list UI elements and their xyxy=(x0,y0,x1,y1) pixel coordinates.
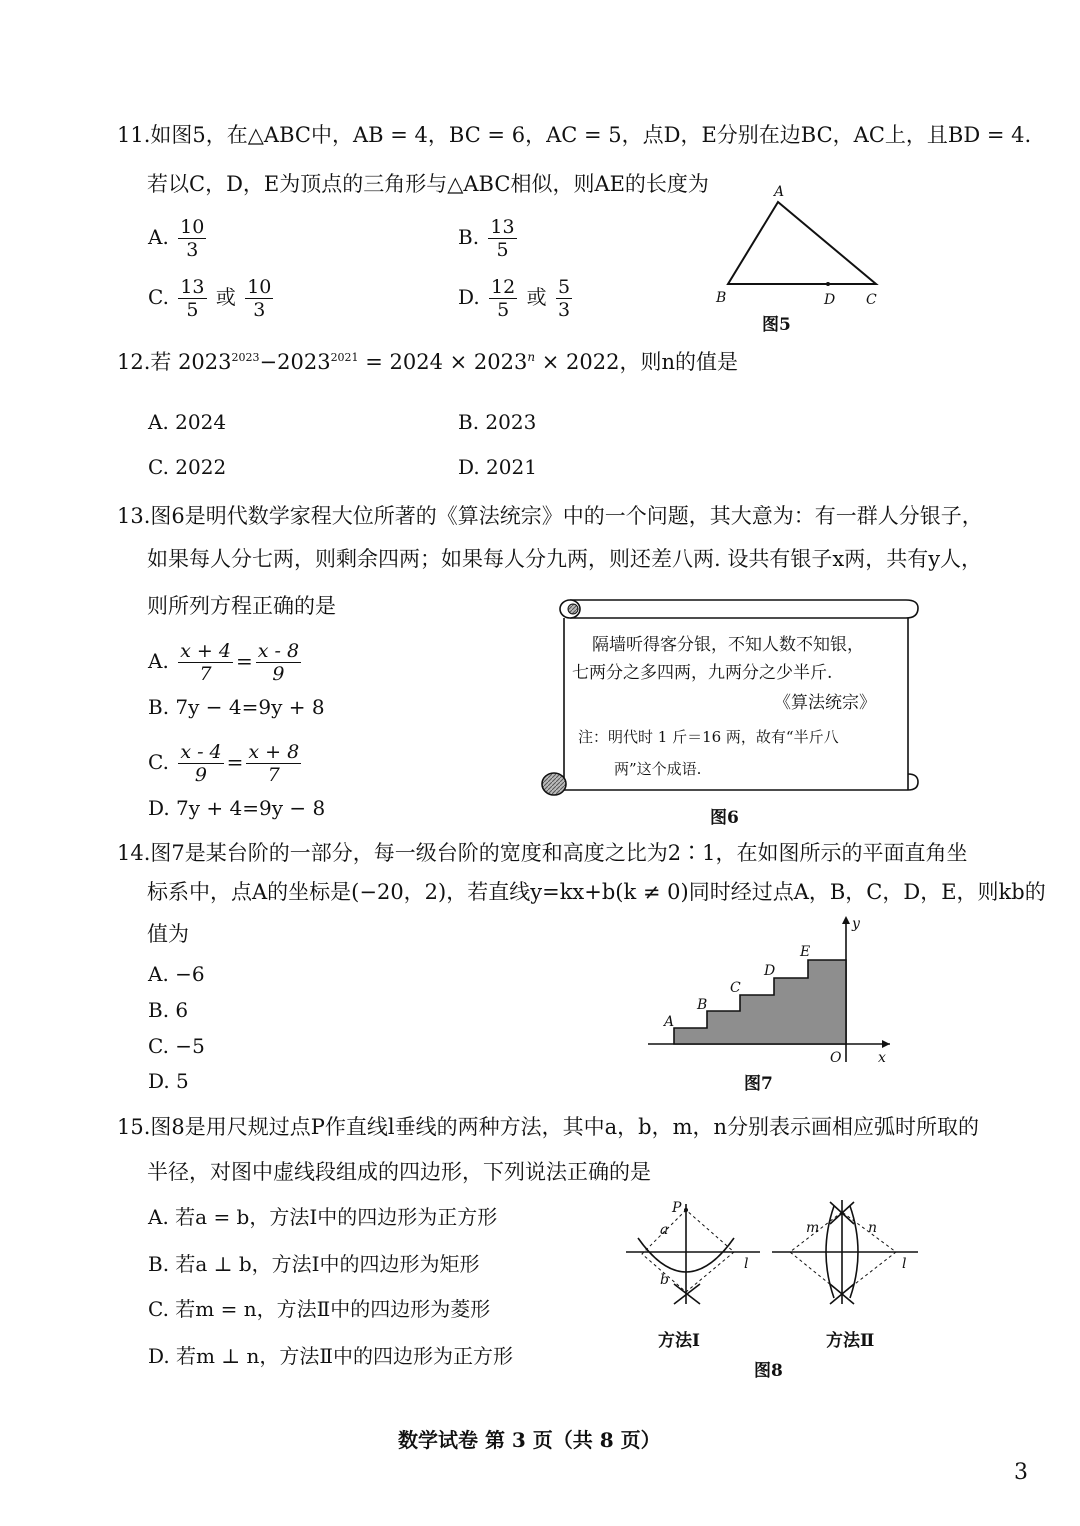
label-b: B xyxy=(697,997,708,1013)
scroll-source: 《算法统宗》 xyxy=(774,693,876,713)
scroll-note-line2: 两”这个成语. xyxy=(614,760,702,778)
label-c: C xyxy=(866,292,877,308)
q14-option-c: C. −5 xyxy=(148,1034,205,1058)
q14-line2: 标系中，点A的坐标是(−20，2)，若直线y=kx+b(k ≠ 0)同时经过点A，B，C，D，E，则kb的 xyxy=(147,880,1046,904)
page-footer: 数学试卷 第 3 页（共 8 页） xyxy=(398,1428,661,1452)
q13-option-a: A. $\frac{x + 4}{7}$ = $\frac{x - 8}{9}$ xyxy=(148,640,300,685)
q11-line1: 11.如图5，在△ABC中，AB = 4，BC = 6，AC = 5，点D，E分别在边BC，AC上，且BD = 4. xyxy=(117,123,1032,147)
label-y: y xyxy=(852,916,860,932)
figure-5-caption: 图5 xyxy=(762,315,791,335)
scroll-note-line1: 注：明代时 1 斤＝16 两，故有“半斤八 xyxy=(578,728,839,746)
q15-option-c: C. 若m = n，方法Ⅱ中的四边形为菱形 xyxy=(148,1297,491,1321)
q12-stem: 12.若 $2023^{2023}-2023^{2021} = 2024 \times 2023^n \times 2022$，则n的值是 xyxy=(117,350,738,374)
figure-8-method-1 xyxy=(624,1196,764,1316)
figure-8-method-1-caption: 方法Ⅰ xyxy=(658,1331,700,1351)
label-x: x xyxy=(878,1050,886,1066)
q13-line2: 如果每人分七两，则剩余四两；如果每人分九两，则还差八两. 设共有银子x两，共有y人， xyxy=(147,547,983,571)
figure-8-caption: 图8 xyxy=(754,1361,783,1381)
label-a: A xyxy=(664,1014,675,1030)
q14-line3: 值为 xyxy=(147,922,189,946)
q14-line1: 14.图7是某台阶的一部分，每一级台阶的宽度和高度之比为2∶1，在如图所示的平面直角坐 xyxy=(117,841,968,865)
q15-line2: 半径，对图中虚线段组成的四边形，下列说法正确的是 xyxy=(147,1160,651,1184)
label-a: a xyxy=(660,1222,669,1238)
q13-option-c: C. $\frac{x - 4}{9}$ = $\frac{x + 8}{7}$ xyxy=(148,741,300,786)
label-m: m xyxy=(806,1220,820,1236)
label-l-2: l xyxy=(902,1256,907,1272)
figure-6-caption: 图6 xyxy=(710,808,739,828)
figure-5-triangle xyxy=(700,180,900,340)
triangle-abc xyxy=(728,202,876,284)
figure-7-caption: 图7 xyxy=(744,1074,773,1094)
q11-option-d: D. $\frac{12}{5}$ 或 $\frac{5}{3}$ xyxy=(458,276,571,321)
q15-line1: 15.图8是用尺规过点P作直线l垂线的两种方法，其中a，b，m，n分别表示画相应弧时所取的 xyxy=(117,1115,980,1139)
scroll-poem-line1: 隔墙听得客分银，不知人数不知银， xyxy=(592,635,864,655)
page-number: 3 xyxy=(1014,1460,1028,1485)
figure-8-method-2 xyxy=(768,1196,924,1316)
label-d: D xyxy=(824,292,836,308)
label-n: n xyxy=(868,1220,878,1236)
label-c: C xyxy=(730,980,741,996)
label-l-1: l xyxy=(744,1256,749,1272)
q11-option-c: C. $\frac{13}{5}$ 或 $\frac{10}{3}$ xyxy=(148,276,272,321)
q13-option-b: B. 7y − 4=9y + 8 xyxy=(148,695,325,719)
q13-line1: 13.图6是明代数学家程大位所著的《算法统宗》中的一个问题，其大意为：有一群人分银子， xyxy=(117,504,983,528)
label-p: P xyxy=(672,1200,682,1216)
q13-option-d: D. 7y + 4=9y − 8 xyxy=(148,796,326,820)
q12-option-b: B. 2023 xyxy=(458,410,537,434)
label-d: D xyxy=(764,963,776,979)
label-a: A xyxy=(774,184,785,200)
q11-option-a: A. $\frac{10}{3}$ xyxy=(148,216,205,261)
q14-option-d: D. 5 xyxy=(148,1069,189,1093)
q12-option-a: A. 2024 xyxy=(148,410,227,434)
label-origin: O xyxy=(830,1050,842,1066)
q14-option-b: B. 6 xyxy=(148,998,189,1022)
q11-option-b: B. $\frac{13}{5}$ xyxy=(458,216,515,261)
q11-line2: 若以C，D，E为顶点的三角形与△ABC相似，则AE的长度为 xyxy=(147,172,709,196)
q15-option-b: B. 若a ⊥ b，方法Ⅰ中的四边形为矩形 xyxy=(148,1252,480,1276)
q13-line3: 则所列方程正确的是 xyxy=(147,594,336,618)
q15-option-d: D. 若m ⊥ n，方法Ⅱ中的四边形为正方形 xyxy=(148,1344,513,1368)
label-b: B xyxy=(716,290,727,306)
q15-option-a: A. 若a = b，方法Ⅰ中的四边形为正方形 xyxy=(148,1205,498,1229)
label-e: E xyxy=(800,944,811,960)
figure-7-stairs xyxy=(640,912,900,1072)
figure-8-method-2-caption: 方法Ⅱ xyxy=(826,1331,875,1351)
label-b: b xyxy=(660,1272,669,1288)
q12-option-c: C. 2022 xyxy=(148,455,227,479)
q12-option-d: D. 2021 xyxy=(458,455,537,479)
point-d xyxy=(826,282,830,286)
q14-option-a: A. −6 xyxy=(148,962,205,986)
scroll-poem-line2: 七两分之多四两，九两分之少半斤. xyxy=(572,663,833,683)
